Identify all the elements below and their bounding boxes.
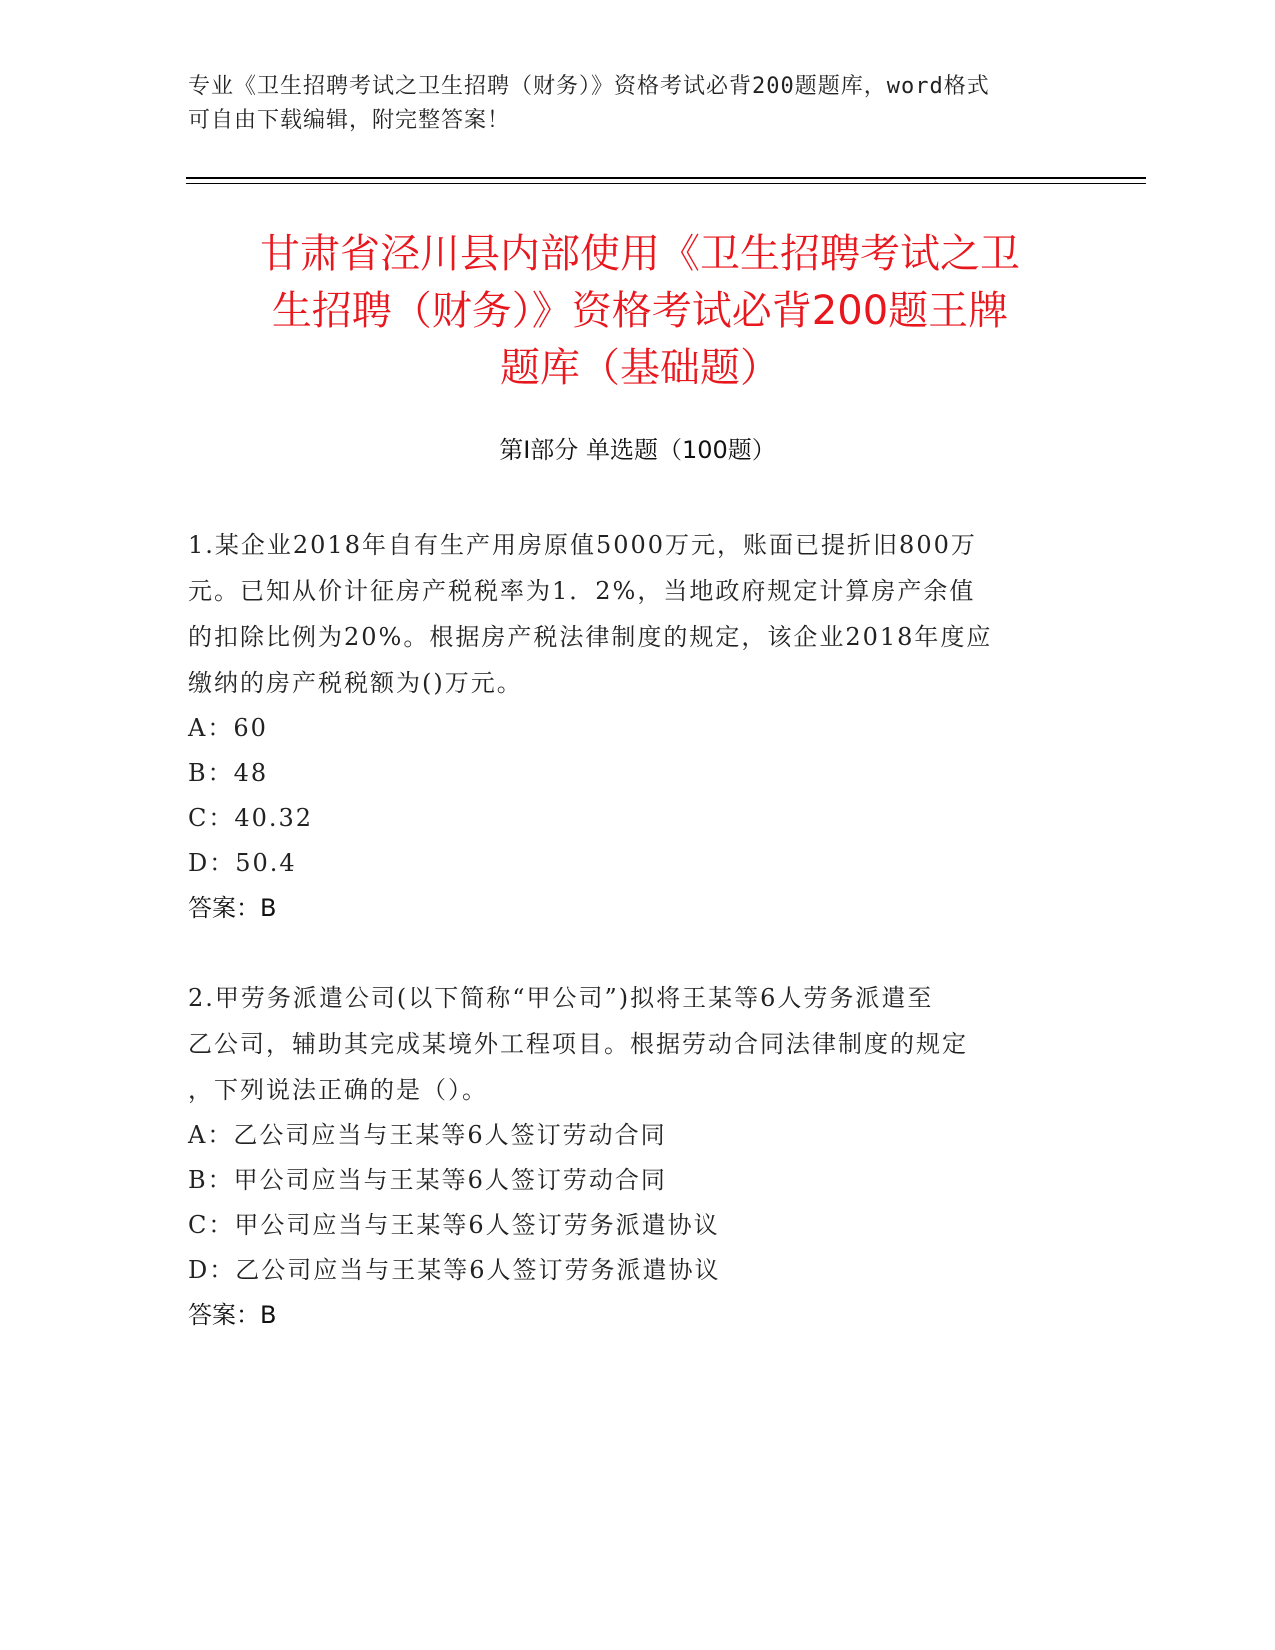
question-1-answer: 答案：B xyxy=(188,894,277,922)
question-2-option-c: C：甲公司应当与王某等6人签订劳务派遣协议 xyxy=(188,1211,720,1239)
question-1-stem-line-3: 的扣除比例为20%。根据房产税法律制度的规定，该企业2018年度应 xyxy=(188,623,993,651)
question-1-stem-line-2: 元。已知从价计征房产税税率为1．2%，当地政府规定计算房产余值 xyxy=(188,577,976,605)
question-2-stem-line-1: 2.甲劳务派遣公司(以下简称“甲公司”)拟将王某等6人劳务派遣至 xyxy=(188,984,934,1012)
document-title-line-3: 题库（基础题） xyxy=(500,345,780,391)
header-rule-thick xyxy=(186,177,1146,179)
header-rule-thin xyxy=(186,183,1146,184)
question-2-stem-line-2: 乙公司，辅助其完成某境外工程项目。根据劳动合同法律制度的规定 xyxy=(188,1030,968,1058)
question-1-option-c: C：40.32 xyxy=(188,804,314,832)
section-heading: 第Ⅰ部分 单选题（100题） xyxy=(499,436,776,464)
question-2-option-b: B：甲公司应当与王某等6人签订劳动合同 xyxy=(188,1166,667,1194)
question-2-answer: 答案：B xyxy=(188,1301,277,1329)
header-note xyxy=(188,70,1088,138)
document-title-line-1: 甘肃省泾川县内部使用《卫生招聘考试之卫 xyxy=(260,231,1020,277)
question-1-stem-line-4: 缴纳的房产税税额为()万元。 xyxy=(188,669,523,697)
question-1-option-a: A：60 xyxy=(188,714,268,742)
question-1-option-b: B：48 xyxy=(188,759,269,787)
question-1-stem-line-1: 1.某企业2018年自有生产用房原值5000万元，账面已提折旧800万 xyxy=(188,531,977,559)
question-1 xyxy=(188,522,1088,931)
question-2 xyxy=(188,975,1088,1338)
document-title xyxy=(190,226,1090,397)
header-note-line-2: 可自由下载编辑，附完整答案！ xyxy=(188,108,511,133)
question-2-stem-line-3: ，下列说法正确的是（）。 xyxy=(188,1076,488,1104)
question-2-option-a: A：乙公司应当与王某等6人签订劳动合同 xyxy=(188,1121,667,1149)
question-1-option-d: D：50.4 xyxy=(188,849,297,877)
question-2-option-d: D：乙公司应当与王某等6人签订劳务派遣协议 xyxy=(188,1256,721,1284)
document-title-line-2: 生招聘（财务）》资格考试必背200题王牌 xyxy=(271,288,1009,334)
header-note-line-1: 专业《卫生招聘考试之卫生招聘（财务）》资格考试必背200题题库，word格式 xyxy=(188,74,990,99)
